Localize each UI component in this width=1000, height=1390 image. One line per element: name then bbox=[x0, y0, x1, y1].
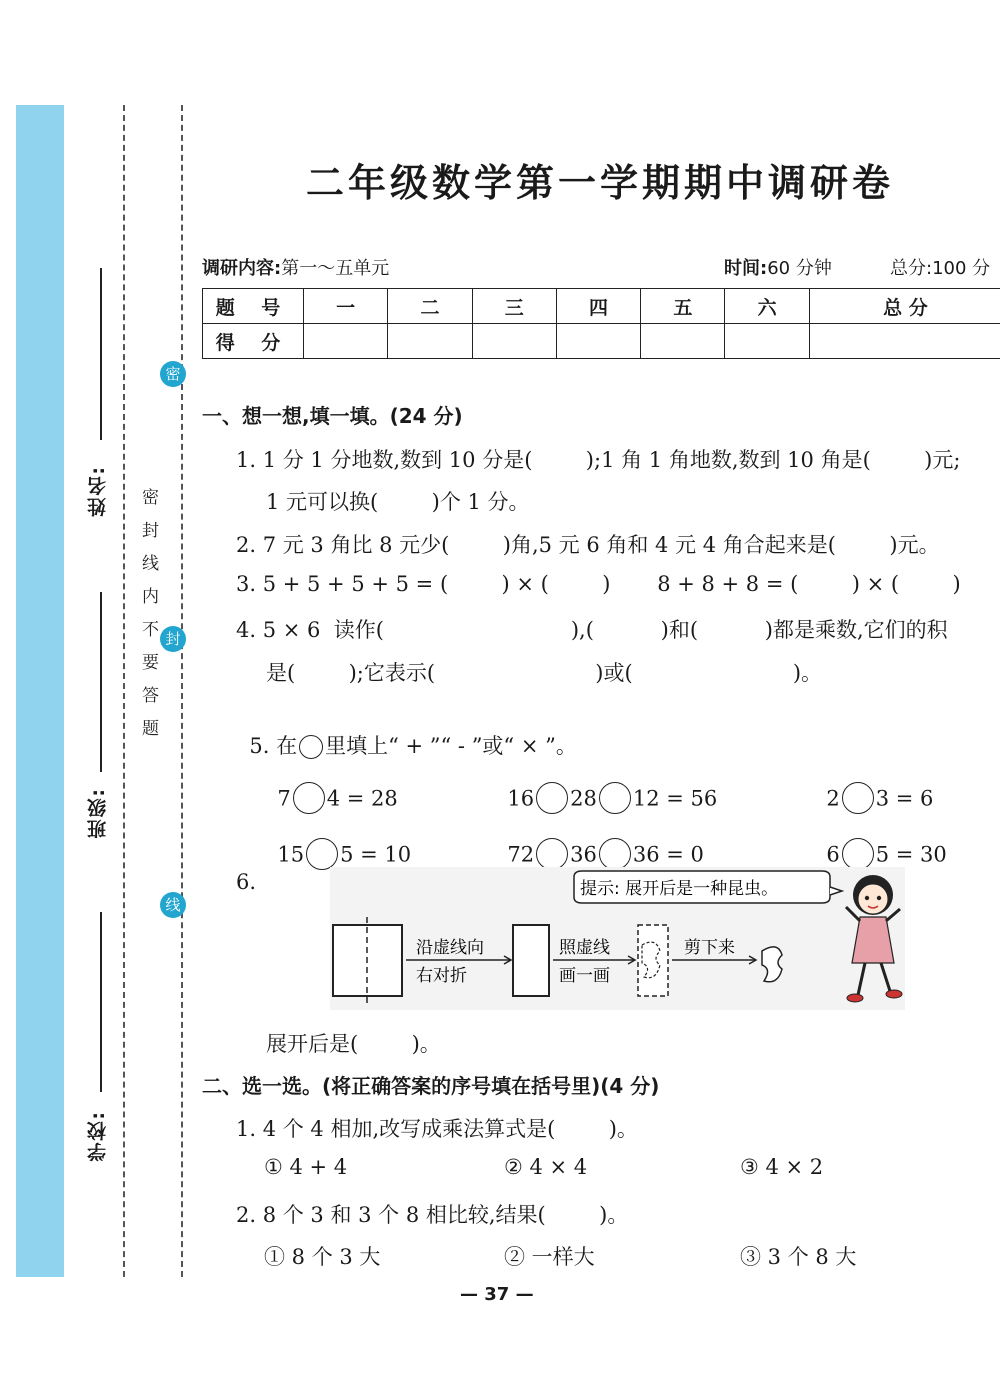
answer-circle[interactable] bbox=[306, 838, 338, 870]
q1-line1: 1. 1 分 1 分地数,数到 10 分是( );1 角 1 角地数,数到 10 角是( )元; bbox=[236, 448, 961, 472]
col-total: 总 分 bbox=[809, 289, 1000, 324]
q1-line2: 1 元可以换( )个 1 分。 bbox=[266, 490, 530, 514]
step1-text-b: 右对折 bbox=[416, 966, 467, 986]
score-table-score-row bbox=[203, 324, 1000, 359]
s2-q2-option-2[interactable]: ② 一样大 bbox=[504, 1245, 595, 1269]
class-label: 班级: bbox=[87, 787, 109, 839]
q5-item-3 bbox=[813, 760, 933, 816]
section1-heading: 一、想一想,填一填。(24 分) bbox=[202, 404, 463, 428]
score-table-header-row bbox=[203, 289, 1000, 324]
step3-text: 剪下来 bbox=[684, 938, 735, 958]
operand: 15 bbox=[277, 842, 305, 867]
section2-heading: 二、选一选。(将正确答案的序号填在括号里)(4 分) bbox=[202, 1074, 660, 1098]
school-write-line bbox=[100, 912, 102, 1092]
answer-circle[interactable] bbox=[842, 782, 874, 814]
seal-instruction: 密封线内不要答题 bbox=[138, 488, 158, 752]
score-cell[interactable] bbox=[304, 324, 388, 359]
name-write-line bbox=[100, 268, 102, 440]
score-cell[interactable] bbox=[388, 324, 472, 359]
col-1: 一 bbox=[304, 289, 388, 324]
q5-number: 5. bbox=[249, 734, 270, 758]
s2-q2: 2. 8 个 3 和 3 个 8 相比较,结果( )。 bbox=[236, 1203, 629, 1227]
q6-number: 6. bbox=[236, 870, 257, 894]
content-info bbox=[202, 254, 389, 280]
operand: 5 = 30 bbox=[875, 842, 947, 867]
step2-text-a: 照虚线 bbox=[559, 938, 610, 958]
school-label: 学校: bbox=[87, 1110, 109, 1162]
cut-line-right bbox=[181, 105, 183, 1277]
name-label: 姓名: bbox=[87, 465, 109, 517]
binding-margin-bar bbox=[16, 105, 64, 1277]
q5-item-4 bbox=[264, 816, 411, 872]
score-cell[interactable] bbox=[472, 324, 556, 359]
col-3: 三 bbox=[472, 289, 556, 324]
content-value: 第一～五单元 bbox=[281, 258, 390, 279]
q4-line2: 是( );它表示( )或( )。 bbox=[266, 661, 823, 685]
col-5: 五 bbox=[641, 289, 725, 324]
content-label: 调研内容: bbox=[202, 258, 282, 279]
seal-mark-feng: 封 bbox=[160, 626, 186, 652]
answer-circle[interactable] bbox=[536, 782, 568, 814]
q4-line1: 4. 5 × 6 读作( ),( )和( )都是乘数,它们的积 bbox=[236, 618, 948, 642]
circle-symbol bbox=[299, 735, 323, 759]
col-2: 二 bbox=[388, 289, 472, 324]
score-head: 得 分 bbox=[203, 324, 304, 359]
q6-answer: 展开后是( )。 bbox=[266, 1032, 441, 1056]
operand: 2 bbox=[826, 786, 840, 811]
time-value: 60 分钟 bbox=[767, 258, 832, 279]
q3: 3. 5 + 5 + 5 + 5 = ( ) × ( ) 8 + 8 + 8 = ( ) × ( ) bbox=[236, 572, 961, 596]
answer-circle[interactable] bbox=[293, 782, 325, 814]
score-table bbox=[202, 288, 1000, 359]
seal-mark-xian: 线 bbox=[160, 892, 186, 918]
operand: 12 = 56 bbox=[632, 786, 718, 811]
s2-q1-option-2[interactable]: ② 4 × 4 bbox=[504, 1155, 588, 1179]
step2-text-b: 画一画 bbox=[559, 966, 610, 986]
operand: 72 bbox=[507, 842, 535, 867]
answer-circle[interactable] bbox=[536, 838, 568, 870]
operand: 5 = 10 bbox=[340, 842, 412, 867]
hint-text: 提示: 展开后是一种昆虫。 bbox=[580, 879, 779, 899]
score-cell[interactable] bbox=[725, 324, 809, 359]
q5-instruction bbox=[236, 706, 577, 760]
total-info bbox=[890, 254, 990, 280]
s2-q1: 1. 4 个 4 相加,改写成乘法算式是( )。 bbox=[236, 1117, 638, 1141]
s2-q1-option-3[interactable]: ③ 4 × 2 bbox=[740, 1155, 824, 1179]
operand: 7 bbox=[277, 786, 291, 811]
folded-paper bbox=[513, 925, 549, 996]
time-info bbox=[724, 254, 832, 280]
q5-text-before: 在 bbox=[276, 734, 298, 758]
class-write-line bbox=[100, 592, 102, 772]
operand: 6 bbox=[826, 842, 840, 867]
page-number: — 37 — bbox=[460, 1284, 534, 1305]
s2-q2-option-1[interactable]: ① 8 个 3 大 bbox=[264, 1245, 381, 1269]
operand: 36 = 0 bbox=[632, 842, 704, 867]
question-number-head: 题 号 bbox=[203, 289, 304, 324]
operand: 36 bbox=[570, 842, 597, 867]
col-4: 四 bbox=[556, 289, 640, 324]
cut-line-left bbox=[123, 105, 125, 1277]
time-label: 时间: bbox=[724, 258, 768, 279]
q5-item-2 bbox=[494, 760, 717, 816]
paper-folding-figure bbox=[330, 867, 905, 1010]
operand: 28 bbox=[570, 786, 597, 811]
operand: 16 bbox=[507, 786, 535, 811]
q2: 2. 7 元 3 角比 8 元少( )角,5 元 6 角和 4 元 4 角合起来是( )元。 bbox=[236, 533, 940, 557]
q5-item-5 bbox=[494, 816, 704, 872]
operand: 3 = 6 bbox=[875, 786, 934, 811]
operand: 4 = 28 bbox=[326, 786, 398, 811]
total-value: 100 分 bbox=[932, 258, 991, 279]
score-cell[interactable] bbox=[641, 324, 725, 359]
col-6: 六 bbox=[725, 289, 809, 324]
step1-text-a: 沿虚线向 bbox=[416, 938, 484, 958]
score-cell[interactable] bbox=[556, 324, 640, 359]
score-cell[interactable] bbox=[809, 324, 1000, 359]
q5-item-6 bbox=[813, 816, 947, 872]
answer-circle[interactable] bbox=[842, 838, 874, 870]
answer-circle[interactable] bbox=[599, 838, 631, 870]
s2-q2-option-3[interactable]: ③ 3 个 8 大 bbox=[740, 1245, 857, 1269]
answer-circle[interactable] bbox=[599, 782, 631, 814]
page-title: 二年级数学第一学期期中调研卷 bbox=[305, 161, 894, 205]
q5-text-after: 里填上“ + ”“ - ”或“ × ”。 bbox=[325, 734, 577, 758]
total-label: 总分: bbox=[890, 258, 933, 279]
seal-mark-mi: 密 bbox=[160, 361, 186, 387]
q5-item-1 bbox=[264, 760, 398, 816]
s2-q1-option-1[interactable]: ① 4 + 4 bbox=[264, 1155, 348, 1179]
